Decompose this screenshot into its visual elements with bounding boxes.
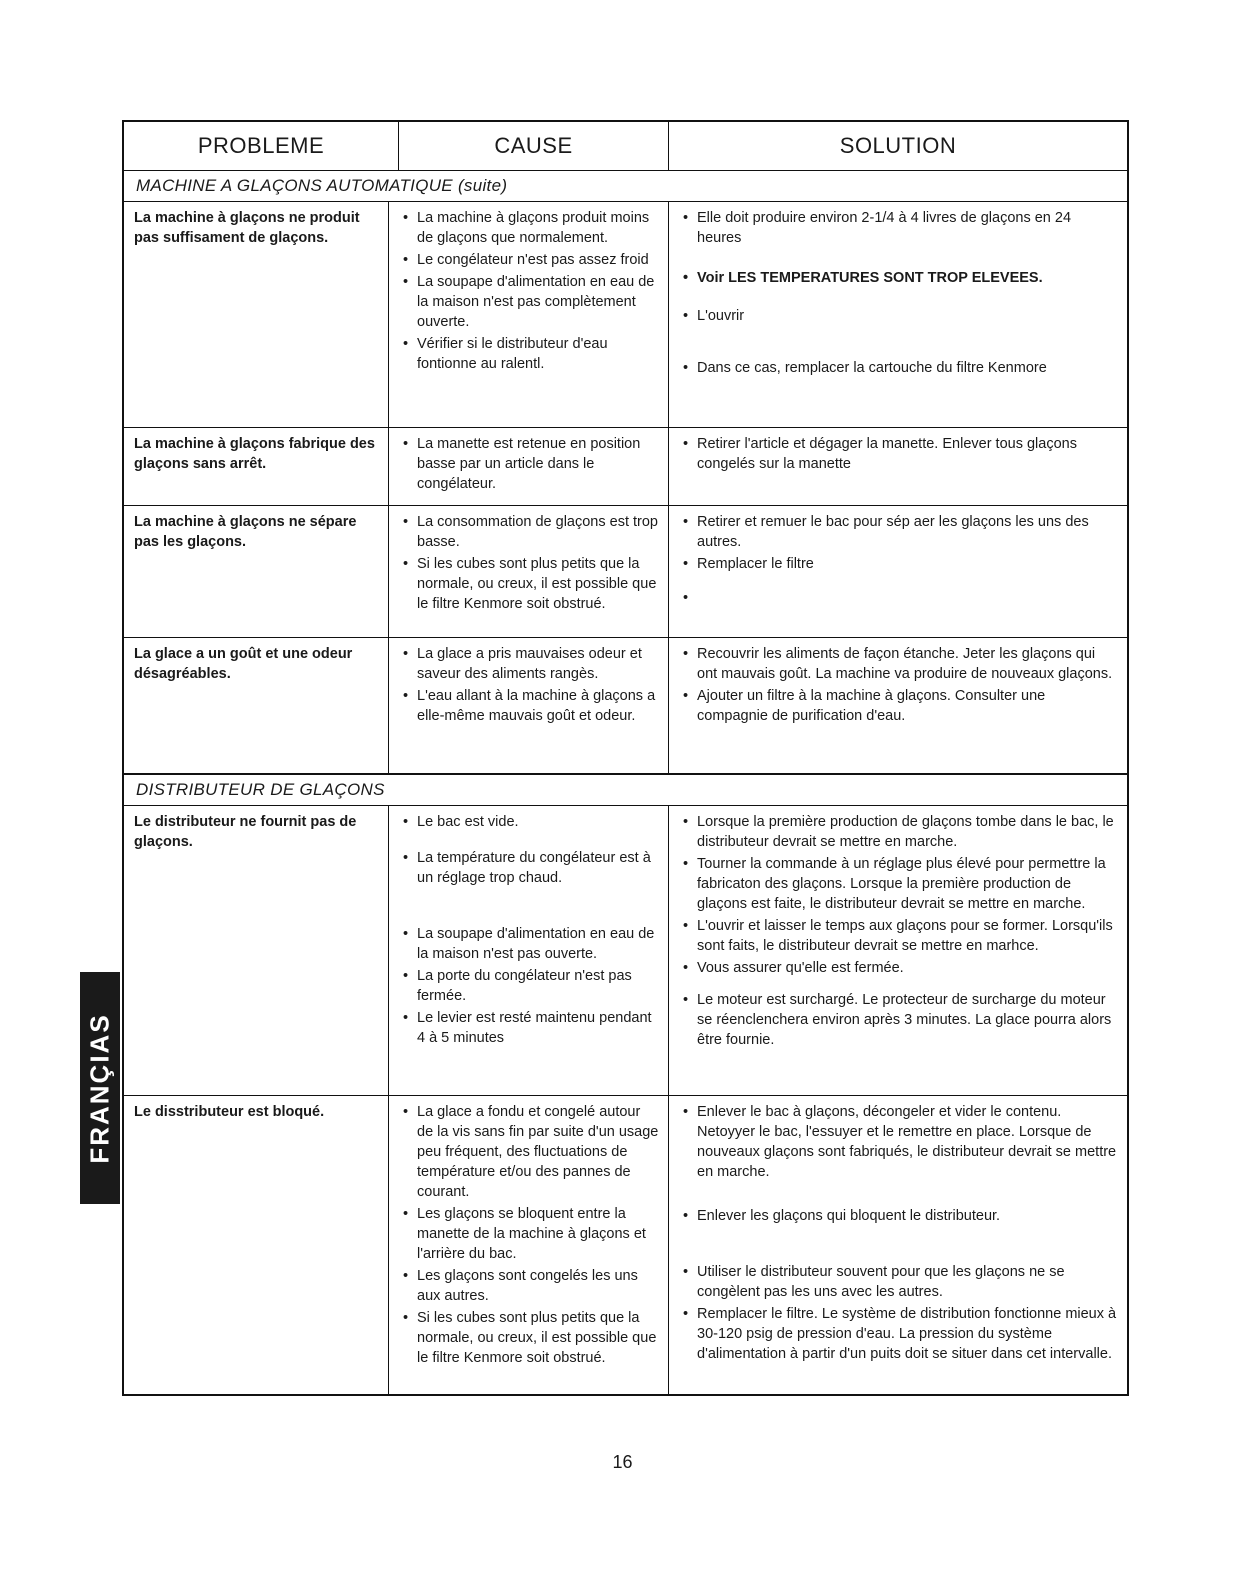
language-side-tab xyxy=(80,972,120,1204)
table-row xyxy=(124,428,1127,506)
problem-cell: La machine à glaçons ne produit pas suffisament de glaçons. xyxy=(124,202,389,427)
cause-item: • La soupape d'alimentation en eau de la maison n'est pas complètement ouverte. xyxy=(401,272,660,332)
troubleshooting-table xyxy=(122,120,1129,1396)
solution-item: • Tourner la commande à un réglage plus élevé pour permettre la fabricaton des glaçons. Lorsque la première production de glaçons est faite, le distributeur devrait se mettre en marche. xyxy=(681,854,1119,914)
cause-cell xyxy=(389,1096,669,1394)
cause-item: • La glace a pris mauvaises odeur et saveur des aliments rangès. xyxy=(401,644,660,684)
cause-item: • La manette est retenue en position basse par un article dans le congélateur. xyxy=(401,434,660,494)
cause-item: • La glace a fondu et congelé autour de la vis sans fin par suite d'un usage peu fréquent, des fluctuations de température et/ou des pannes de courant. xyxy=(401,1102,660,1202)
solution-item: • Lorsque la première production de glaçons tombe dans le bac, le distributeur devrait se mettre en marche. xyxy=(681,812,1119,852)
cause-item: • Les glaçons se bloquent entre la manette de la machine à glaçons et l'arrière du bac. xyxy=(401,1204,660,1264)
solution-item: • Recouvrir les aliments de façon étanche. Jeter les glaçons qui ont mauvais goût. La machine va produire de nouveaux glaçons. xyxy=(681,644,1119,684)
solution-item: • Le moteur est surchargé. Le protecteur de surcharge du moteur se réenclenchera environ après 3 minutes. La glace pourra alors être fournie. xyxy=(681,990,1119,1050)
solution-item: • Remplacer le filtre. Le système de distribution fonctionne mieux à 30-120 psig de pression d'eau. La pression du système d'alimentation à partir d'un puits doit se situer dans cet intervalle. xyxy=(681,1304,1119,1364)
cause-item: • Le bac est vide. xyxy=(401,812,660,832)
page-number: 16 xyxy=(612,1452,633,1472)
solution-item: • Voir LES TEMPERATURES SONT TROP ELEVEES. xyxy=(681,268,1119,288)
solution-item: • Elle doit produire environ 2-1/4 à 4 livres de glaçons en 24 heures xyxy=(681,208,1119,248)
problem-cell: Le disstributeur est bloqué. xyxy=(124,1096,389,1394)
cause-item: • La température du congélateur est à un réglage trop chaud. xyxy=(401,848,660,888)
cause-item: • Vérifier si le distributeur d'eau fontionne au ralentl. xyxy=(401,334,660,374)
solution-item: • Enlever les glaçons qui bloquent le distributeur. xyxy=(681,1206,1119,1226)
solution-cell xyxy=(669,428,1127,505)
table-header xyxy=(124,122,1127,171)
solution-item: • Ajouter un filtre à la machine à glaçons. Consulter une compagnie de purification d'eau. xyxy=(681,686,1119,726)
cause-item: • Si les cubes sont plus petits que la normale, ou creux, il est possible que le filtre Kenmore soit obstrué. xyxy=(401,1308,660,1368)
solution-cell xyxy=(669,1096,1127,1394)
header-cause: CAUSE xyxy=(399,122,669,170)
cause-cell xyxy=(389,506,669,637)
cause-item: • L'eau allant à la machine à glaçons a elle-même mauvais goût et odeur. xyxy=(401,686,660,726)
solution-cell xyxy=(669,638,1127,773)
cause-item: • Le levier est resté maintenu pendant 4 à 5 minutes xyxy=(401,1008,660,1048)
solution-item: • Enlever le bac à glaçons, décongeler et vider le contenu. Netoyyer le bac, l'essuyer et le remettre en place. Lorsque de nouveaux glaçons sont fabriqués, le distributeur devrait se mettre en marche. xyxy=(681,1102,1119,1182)
table-row xyxy=(124,202,1127,428)
problem-cell: La glace a un goût et une odeur désagréables. xyxy=(124,638,389,773)
table-row xyxy=(124,638,1127,774)
solution-item: • Retirer l'article et dégager la manette. Enlever tous glaçons congelés sur la manette xyxy=(681,434,1119,474)
problem-cell: La machine à glaçons fabrique des glaçons sans arrêt. xyxy=(124,428,389,505)
cause-item: • Si les cubes sont plus petits que la normale, ou creux, il est possible que le filtre Kenmore soit obstrué. xyxy=(401,554,660,614)
table-row xyxy=(124,506,1127,638)
cause-item: • Les glaçons sont congelés les uns aux autres. xyxy=(401,1266,660,1306)
table-row xyxy=(124,1096,1127,1394)
section-title-ice-dispenser: DISTRIBUTEUR DE GLAÇONS xyxy=(124,774,1127,806)
cause-cell xyxy=(389,806,669,1095)
solution-item: • Dans ce cas, remplacer la cartouche du filtre Kenmore xyxy=(681,358,1119,378)
cause-item: • La porte du congélateur n'est pas fermée. xyxy=(401,966,660,1006)
cause-item: • La machine à glaçons produit moins de glaçons que normalement. xyxy=(401,208,660,248)
solution-item: • Retirer et remuer le bac pour sép aer les glaçons les uns des autres. xyxy=(681,512,1119,552)
header-problem: PROBLEME xyxy=(124,122,399,170)
cause-item: • La soupape d'alimentation en eau de la maison n'est pas ouverte. xyxy=(401,924,660,964)
side-tab-label: FRANÇIAS xyxy=(84,1012,115,1164)
section-title-ice-maker: MACHINE A GLAÇONS AUTOMATIQUE (suite) xyxy=(124,171,1127,202)
table-row xyxy=(124,806,1127,1096)
cause-item: • La consommation de glaçons est trop basse. xyxy=(401,512,660,552)
solution-cell xyxy=(669,202,1127,427)
solution-item: • Remplacer le filtre xyxy=(681,554,1119,574)
header-solution: SOLUTION xyxy=(839,133,957,158)
cause-cell xyxy=(389,428,669,505)
problem-cell: Le distributeur ne fournit pas de glaçons. xyxy=(124,806,389,1095)
cause-item: • Le congélateur n'est pas assez froid xyxy=(401,250,660,270)
cause-cell xyxy=(389,638,669,773)
solution-item: • L'ouvrir xyxy=(681,306,1119,326)
solution-item: • Utiliser le distributeur souvent pour que les glaçons ne se congèlent pas les uns avec les autres. xyxy=(681,1262,1119,1302)
solution-cell xyxy=(669,506,1127,637)
cause-cell xyxy=(389,202,669,427)
problem-cell: La machine à glaçons ne sépare pas les glaçons. xyxy=(124,506,389,637)
solution-item: • L'ouvrir et laisser le temps aux glaçons pour se former. Lorsqu'ils sont faits, le distributeur devrait se mettre en marhce. xyxy=(681,916,1119,956)
solution-cell xyxy=(669,806,1127,1095)
solution-item: • Vous assurer qu'elle est fermée. xyxy=(681,958,1119,978)
